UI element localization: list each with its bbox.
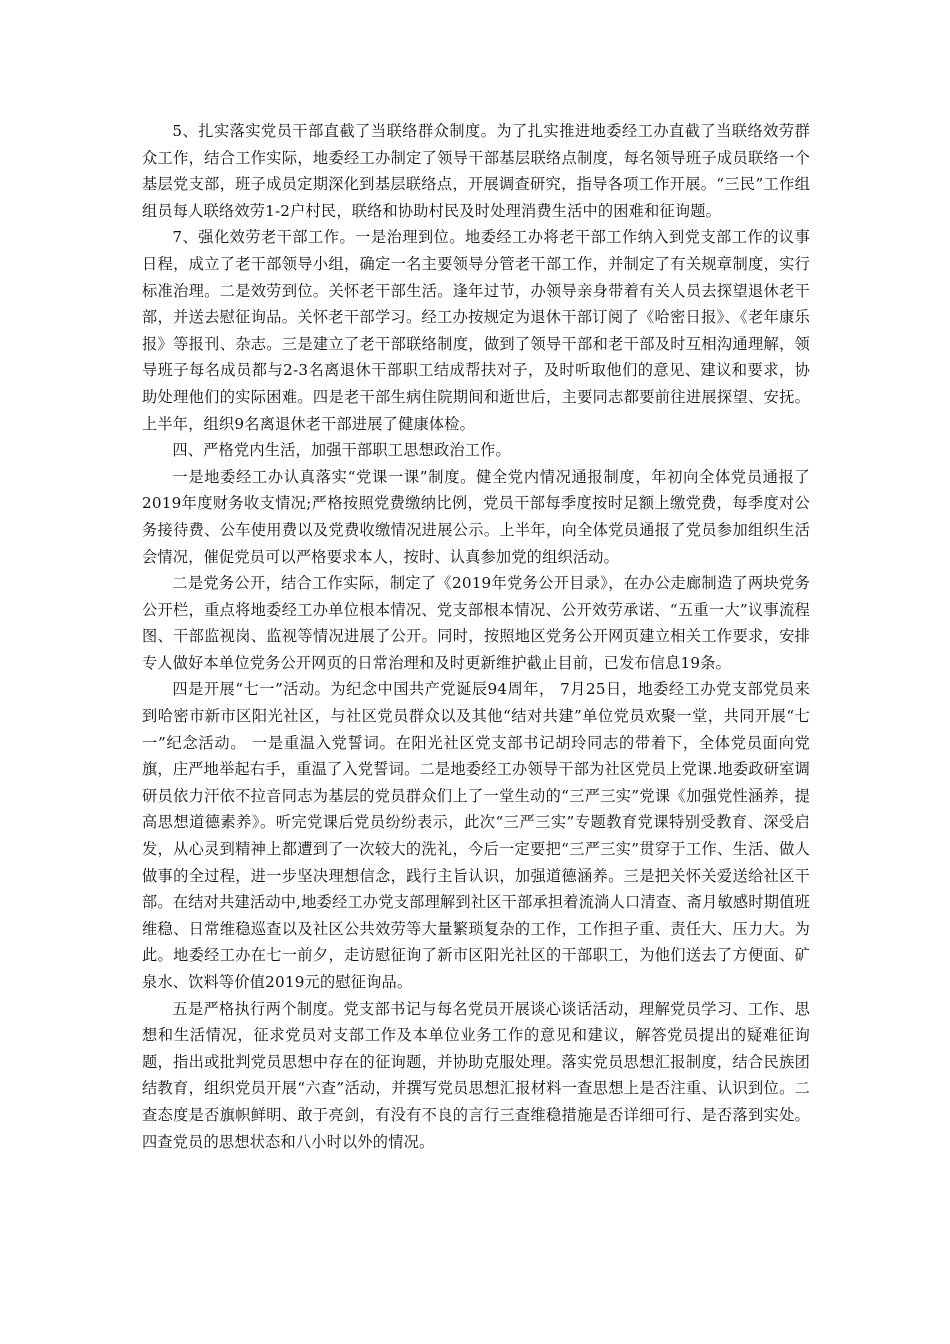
paragraph-party-affairs-disclosure: 二是党务公开，结合工作实际，制定了《2019年党务公开目录》，在办公走廊制造了两块党务公开栏，重点将地委经工办单位根本情况、党支部根本情况、公开效劳承诺、“五重一大”议事流程图、干部监视岗、监视等情况进展了公开。同时，按照地区党务公开网页建立相关工作要求，安排专人做好本单位党务公开网页的日常治理和及时更新维护截止目前，已发布信息19条。 [142,574,810,672]
paragraph-two-systems: 五是严格执行两个制度。党支部书记与每名党员开展谈心谈话活动，理解党员学习、工作、思想和生活情况，征求党员对支部工作及本单位业务工作的意见和建议，解答党员提出的疑难征询题，指出或批判党员思想中存在的征询题，并协助克服处理。落实党员思想汇报制度，结合民族团结教育，组织党员开展“六查”活动，并撰写党员思想汇报材料一查思想上是否注重、认识到位。二查态度是否旗帜鲜明、敢于亮剑，有没有不良的言行三查维稳措施是否详细可行、是否落到实处。四查党员的思想状态和八小时以外的情况。 [142,999,810,1151]
paragraph-veteran-cadres: 7、强化效劳老干部工作。一是治理到位。地委经工办将老干部工作纳入到党支部工作的议事日程，成立了老干部领导小组，确定一名主要领导分管老干部工作，并制定了有关规章制度，实行标准治理。二是效劳到位。关怀老干部生活。逢年过节，办领导亲身带着有关人员去探望退休老干部，并送去慰征询品。关怀老干部学习。经工办按规定为退休干部订阅了《哈密日报》、《老年康乐报》等报刊、杂志。三是建立了老干部联络制度，做到了领导干部和老干部及时互相沟通理解，领导班子每名成员都与2-3名离退休干部职工结成帮扶对子，及时听取他们的意见、建议和要求，协助处理他们的实际困难。四是老干部生病住院期间和逝世后，主要同志都要前往进展探望、安抚。上半年，组织9名离退休老干部进展了健康体检。 [142,228,810,433]
document-page [142,118,810,1155]
section-heading-party-life: 四、严格党内生活，加强干部职工思想政治工作。 [172,441,511,460]
paragraph-july-first-activity: 四是开展“七一”活动。为纪念中国共产党诞辰94周年， 7月25日，地委经工办党支部党员来到哈密市新市区阳光社区，与社区党员群众以及其他“结对共建”单位党员欢聚一堂，共同开展“七一”纪念活动。 一是重温入党誓词。在阳光社区党支部书记胡玲同志的带着下，全体党员面向党旗，庄严地举起右手，重温了入党誓词。二是地委经工办领导干部为社区党员上党课.地委政研室调研员依力汗依不拉音同志为基层的党员群众们上了一堂生动的“三严三实”党课《加强党性涵养，提高思想道德素养》。听完党课后党员纷纷表示，此次“三严三实”专题教育党课特别受教育、深受启发，从心灵到精神上都遭到了一次较大的洗礼，今后一定要把“三严三实”贯穿于工作、生活、做人做事的全过程，进一步坚决理想信念，践行主旨认识，加强道德涵养。三是把关怀关爱送给社区干部。在结对共建活动中,地委经工办党支部理解到社区干部承担着流淌人口清查、斋月敏感时期值班维稳、日常维稳巡查以及社区公共效劳等大量繁琐复杂的工作，工作担子重、责任大、压力大。为此。地委经工办在七一前夕，走访慰征询了新市区阳光社区的干部职工，为他们送去了方便面、矿泉水、饮料等价值2019元的慰征询品。 [142,680,810,991]
paragraph-contact-masses: 5、扎实落实党员干部直截了当联络群众制度。为了扎实推进地委经工办直截了当联络效劳群众工作，结合工作实际，地委经工办制定了领导干部基层联络点制度，每名领导班子成员联络一个基层党支部，班子成员定期深化到基层联络点，开展调查研究，指导各项工作开展。“三民”工作组组员每人联络效劳1-2户村民，联络和协助村民及时处理消费生活中的困难和征询题。 [142,122,810,220]
paragraph-party-lesson: 一是地委经工办认真落实“党课一课”制度。健全党内情况通报制度，年初向全体党员通报了2019年度财务收支情况;严格按照党费缴纳比例，党员干部每季度按时足额上缴党费，每季度对公务接待费、公车使用费以及党费收缴情况进展公示。上半年，向全体党员通报了党员参加组织生活会情况，催促党员可以严格要求本人，按时、认真参加党的组织活动。 [142,467,810,566]
